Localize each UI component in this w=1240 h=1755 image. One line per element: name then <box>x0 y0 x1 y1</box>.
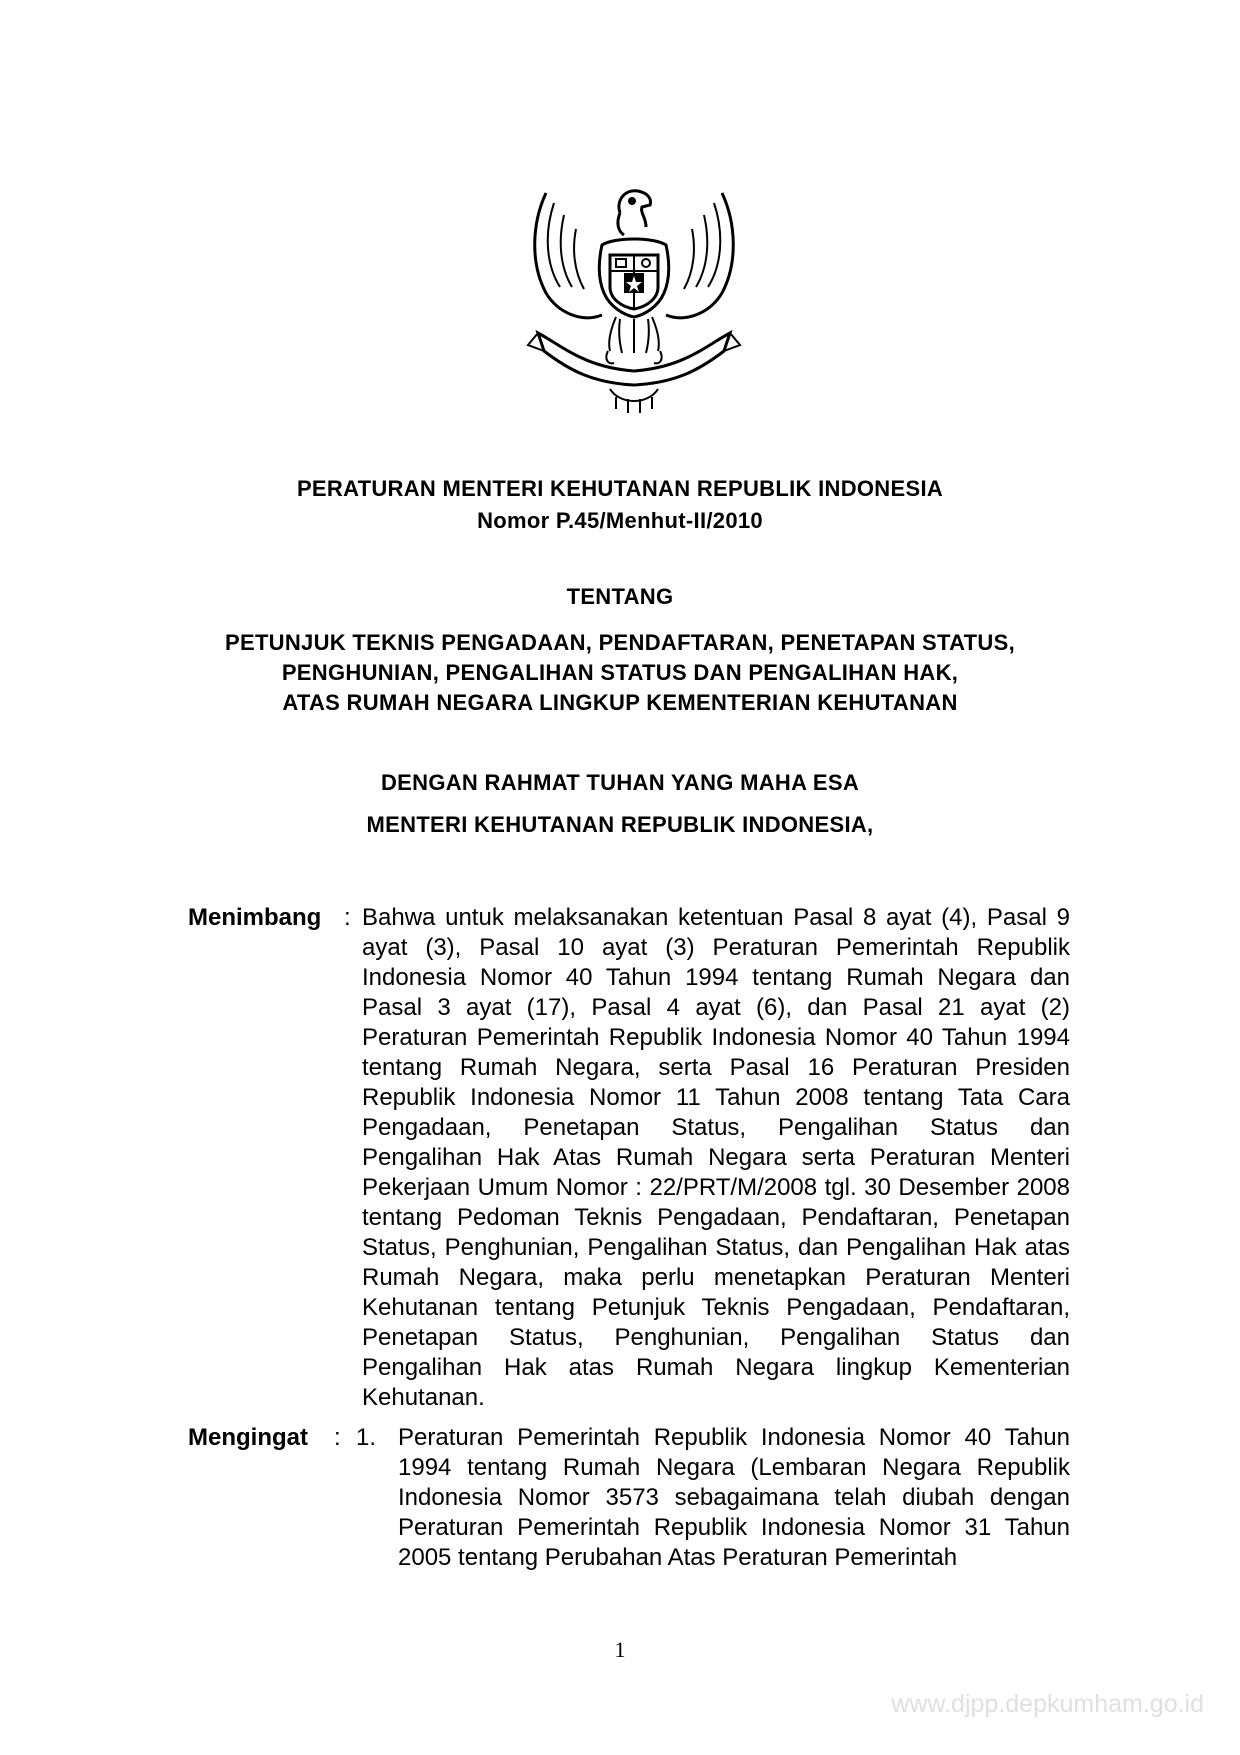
regulation-title: PERATURAN MENTERI KEHUTANAN REPUBLIK INDONESIA <box>296 476 944 501</box>
garuda-emblem-icon <box>524 183 744 419</box>
menimbang-label: Menimbang <box>188 904 322 931</box>
subject-line-1: PETUNJUK TEKNIS PENGADAAN, PENDAFTARAN, PENETAPAN STATUS, <box>225 630 1015 655</box>
tentang-heading: TENTANG <box>566 584 674 609</box>
mengingat-item-text: Peraturan Pemerintah Republik Indonesia Nomor 40 Tahun 1994 tentang Rumah Negara (Lembaran Negara Republik Indonesia Nomor 3573 sebagaimana telah diubah dengan Peraturan Pemerintah Republik Indonesia Nomor 31 Tahun 2005 tentang Perubahan Atas Peraturan Pemerintah <box>398 1424 1070 1571</box>
mengingat-item-number: 1. <box>356 1424 377 1451</box>
menimbang-separator: : <box>344 904 351 931</box>
mengingat-label: Mengingat <box>188 1424 308 1451</box>
invocation-line: DENGAN RAHMAT TUHAN YANG MAHA ESA <box>380 770 860 795</box>
subject-line-2: PENGHUNIAN, PENGALIHAN STATUS DAN PENGALIHAN HAK, <box>281 660 959 685</box>
regulation-number: Nomor P.45/Menhut-II/2010 <box>477 508 763 533</box>
subject-line-3: ATAS RUMAH NEGARA LINGKUP KEMENTERIAN KEHUTANAN <box>282 690 958 715</box>
mengingat-separator: : <box>334 1424 341 1451</box>
watermark-url: www.djpp.depkumham.go.id <box>891 1690 1204 1718</box>
authority-line: MENTERI KEHUTANAN REPUBLIK INDONESIA, <box>366 812 874 837</box>
page-number: 1 <box>614 1637 626 1662</box>
menimbang-text: Bahwa untuk melaksanakan ketentuan Pasal 8 ayat (4), Pasal 9 ayat (3), Pasal 10 ayat (3) Peraturan Pemerintah Republik Indonesia Nomor 40 Tahun 1994 tentang Rumah Negara dan Pasal 3 ayat (17), Pasal 4 ayat (6), dan Pasal 21 ayat (2) Peraturan Pemerintah Republik Indonesia Nomor 40 Tahun 1994 tentang Rumah Negara, serta Pasal 16 Peraturan Presiden Republik Indonesia Nomor 11 Tahun 2008 tentang Tata Cara Pengadaan, Penetapan Status, Pengalihan Status dan Pengalihan Hak Atas Rumah Negara serta Peraturan Menteri Pekerjaan Umum Nomor : 22/PRT/M/2008 tgl. 30 Desember 2008 tentang Pedoman Teknis Pengadaan, Pendaftaran, Penetapan Status, Penghunian, Pengalihan Status, dan Pengalihan Hak atas Rumah Negara, maka perlu menetapkan Peraturan Menteri Kehutanan tentang Petunjuk Teknis Pengadaan, Pendaftaran, Penetapan Status, Penghunian, Pengalihan Status dan Pengalihan Hak atas Rumah Negara lingkup Kementerian Kehutanan. <box>362 904 1070 1411</box>
